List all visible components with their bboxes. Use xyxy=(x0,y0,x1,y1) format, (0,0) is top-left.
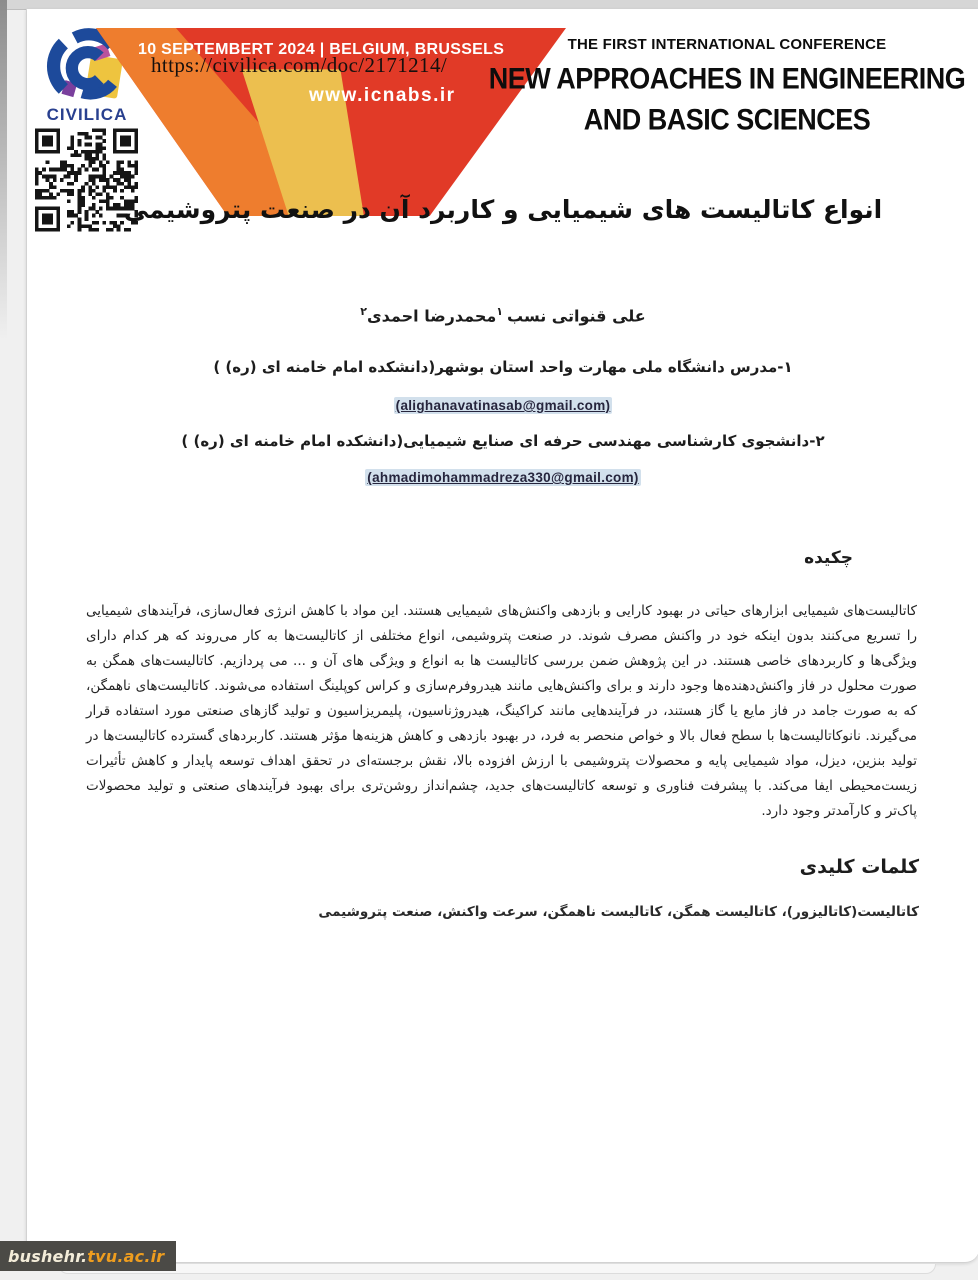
keywords-text: کاتالیست(کاتالیزور)، کاتالیست همگن، کاتالیست ناهمگن، سرعت واکنش، صنعت پتروشیمی xyxy=(318,904,919,920)
abstract-text: کاتالیست‌های شیمیایی ابزارهای حیاتی در بهبود کارایی و بازدهی واکنش‌های شیمیایی هستند. این مواد با کاهش انرژی فعال‌سازی، فرآیندهای شیمیایی را تسریع می‌کنند بدون اینکه خود در واکنش مصرف شوند. در صنعت پتروشیمی، انواع مختلفی از کاتالیست‌ها به کار می‌روند که هر کدام دارای ویژگی‌ها و کاربردهای خاصی هستند. در این پژوهش ضمن بررسی کاتالیست ها به انواع و ویژگی های آن و ... می پردازیم. کاتالیست‌های همگن به صورت محلول در فاز واکنش‌دهنده‌ها وجود دارند و برای واکنش‌هایی مانند هیدروفرم‌سازی و کراس کوپلینگ استفاده می‌شوند. کاتالیست‌های ناهمگن، که به صورت جامد در فاز مایع یا گاز هستند، در فرآیندهایی مانند کراکینگ، هیدروژناسیون، پلیمریزاسیون و تولید گازهای صنعتی مورد استفاده قرار می‌گیرند. نانوکاتالیست‌ها با سطح فعال بالا و خواص منحصر به فرد، در بهبود بازدهی و کاهش هزینه‌ها مؤثر هستند. کاربردهای گسترده کاتالیست‌ها در تولید بنزین، دیزل، مواد شیمیایی پایه و محصولات پتروشیمی با ارزش افزوده بالا، نقش برجسته‌ای در تحقق اهداف توسعه پایدار و کاهش تأثیرات زیست‌محیطی ایفا می‌کند. با پیشرفت فناوری و توسعه کاتالیست‌های جدید، چشم‌انداز روشن‌تری برای بهبود فرآیندهای صنعتی و تولید محصولات پاک‌تر و کارآمدتر وجود دارد. xyxy=(86,603,917,819)
watermark-site-prefix: bushehr. xyxy=(8,1246,88,1266)
civilica-logo-text: CIVILICA xyxy=(46,105,128,124)
email-link-2[interactable]: (ahmadimohammadreza330@gmail.com) xyxy=(367,470,639,485)
page-under-edge xyxy=(58,1264,936,1274)
abstract-heading: چکیده xyxy=(804,548,853,568)
author2-marker: ۲ xyxy=(360,305,367,318)
affiliation-1: ۱-مدرس دانشگاه ملی مهارت واحد استان بوشهر(دانشکده امام خامنه ای (ره) ) xyxy=(213,358,793,376)
author2-name: محمدرضا احمدی xyxy=(366,306,497,326)
affiliation-2: ۲-دانشجوی کارشناسی مهندسی حرفه ای صنایع شیمیایی(دانشکده امام خامنه ای (ره) ) xyxy=(181,432,825,450)
watermark-site-domain: tvu.ac.ir xyxy=(87,1246,165,1266)
doc-url-link[interactable]: https://civilica.com/doc/2171214/ xyxy=(151,53,448,77)
banner-date-location: 10 SEPTEMBERT 2024 | BELGIUM, BRUSSELS xyxy=(138,41,505,58)
email-row-1 xyxy=(27,398,978,413)
conference-subtitle: THE FIRST INTERNATIONAL CONFERENCE xyxy=(567,36,887,53)
banner-website: www.icnabs.ir xyxy=(309,85,456,106)
author1-name: علی قنواتی نسب xyxy=(507,306,646,326)
email-link-1[interactable]: (alighanavatinasab@gmail.com) xyxy=(395,398,611,413)
authors-line xyxy=(27,305,978,325)
conference-title-block xyxy=(482,36,972,136)
paper-page xyxy=(26,9,978,1263)
scan-left-edge xyxy=(0,0,7,340)
watermark-badge xyxy=(0,1241,176,1271)
author1-marker: ۱ xyxy=(496,305,503,318)
paper-title: انواع کاتالیست های شیمیایی و کاربرد آن در صنعت پتروشیمی xyxy=(123,195,883,224)
conference-name-line2: AND BASIC SCIENCES xyxy=(583,103,871,137)
keywords-heading: کلمات کلیدی xyxy=(799,856,919,878)
email-row-2 xyxy=(27,470,978,485)
conference-name-line1: NEW APPROACHES IN ENGINEERING xyxy=(488,62,966,96)
